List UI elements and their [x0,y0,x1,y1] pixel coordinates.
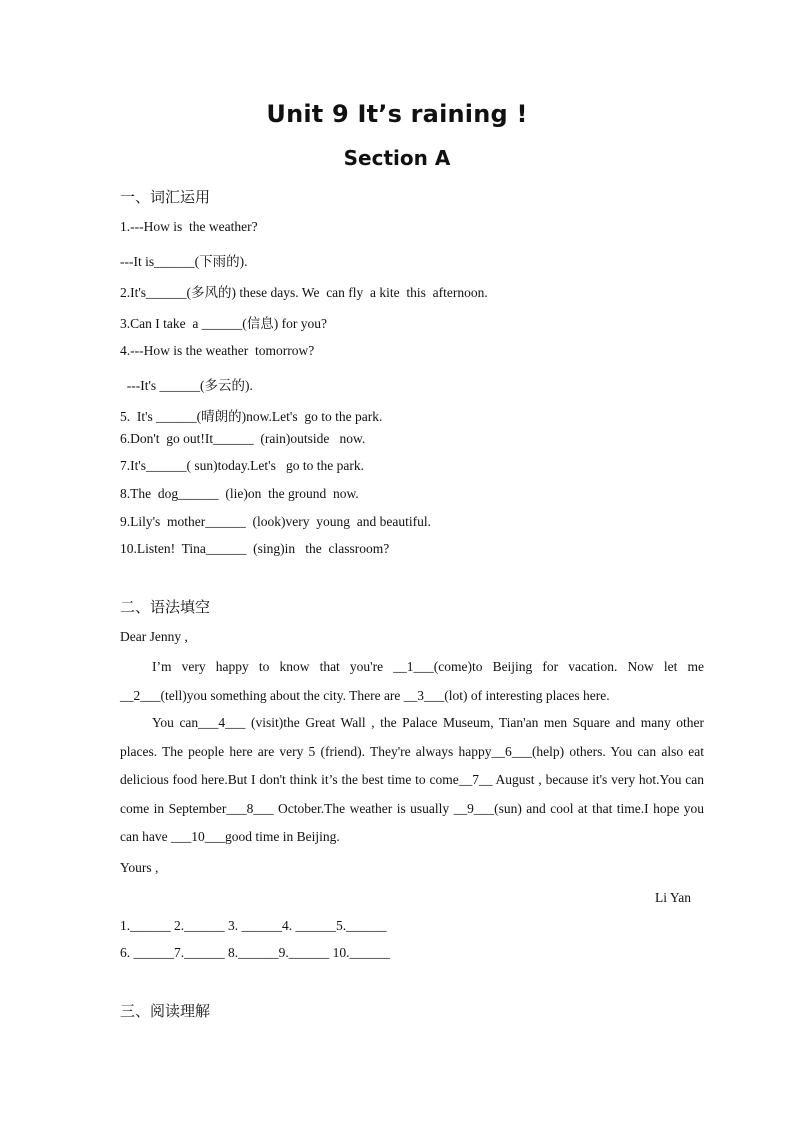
vocab-line-5: 4.---How is the weather tomorrow? [120,343,315,358]
vocab-line-7: 5. It's ______(晴朗的)now.Let's go to the park. [120,409,383,424]
letter-closing: Yours , [120,860,159,875]
vocab-line-12: 10.Listen! Tina______ (sing)in the classroom? [120,541,390,556]
vocab-line-11: 9.Lily's mother______ (look)very young and beautiful. [120,514,432,529]
vocab-line-1: 1.---How is the weather? [120,219,258,234]
vocab-line-6: ---It's ______(多云的). [120,378,253,393]
section-3-heading: 三、阅读理解 [120,1002,211,1020]
vocab-line-10: 8.The dog______ (lie)on the ground now. [120,486,359,501]
letter-greeting: Dear Jenny , [120,629,188,644]
vocab-line-9: 7.It's______( sun)today.Let's go to the park. [120,458,364,473]
vocab-line-3: 2.It's______(多风的) these days. We can fly a kite this afternoon. [120,285,488,300]
page-subtitle: Section A [343,146,451,170]
vocab-line-4: 3.Can I take a ______(信息) for you? [120,316,327,331]
letter-signature: Li Yan [654,890,691,905]
letter-paragraph-1: I’m very happy to know that you're __1___(come)to Beijing for vacation. Now let me __2___(tell)you something about the city. There are __3___(lot) of interesting places here. [120,659,704,703]
page-title: Unit 9 It’s raining ! [266,100,528,128]
answer-line-2: 6. ______7.______ 8.______9.______ 10.______ [120,945,390,960]
vocab-line-2: ---It is______(下雨的). [120,254,248,269]
answer-line-1: 1.______ 2.______ 3. ______4. ______5.______ [120,918,387,933]
vocab-line-8: 6.Don't go out!It______ (rain)outside now. [120,431,366,446]
section-1-heading: 一、词汇运用 [120,188,211,206]
letter-paragraph-2: You can___4___ (visit)the Great Wall , the Palace Museum, Tian'an men Square and many other places. The people here are very 5 (friend). They're always happy__6___(help) others. You can also eat delicious food here.But I don't think it’s the best time to come__7__ August , because it's very hot.You can come in September___8___ October.The weather is usually __9___(sun) and cool at that time.I hope you can have ___10___good time in Beijing. [120,715,704,844]
section-2-heading: 二、语法填空 [120,598,211,616]
